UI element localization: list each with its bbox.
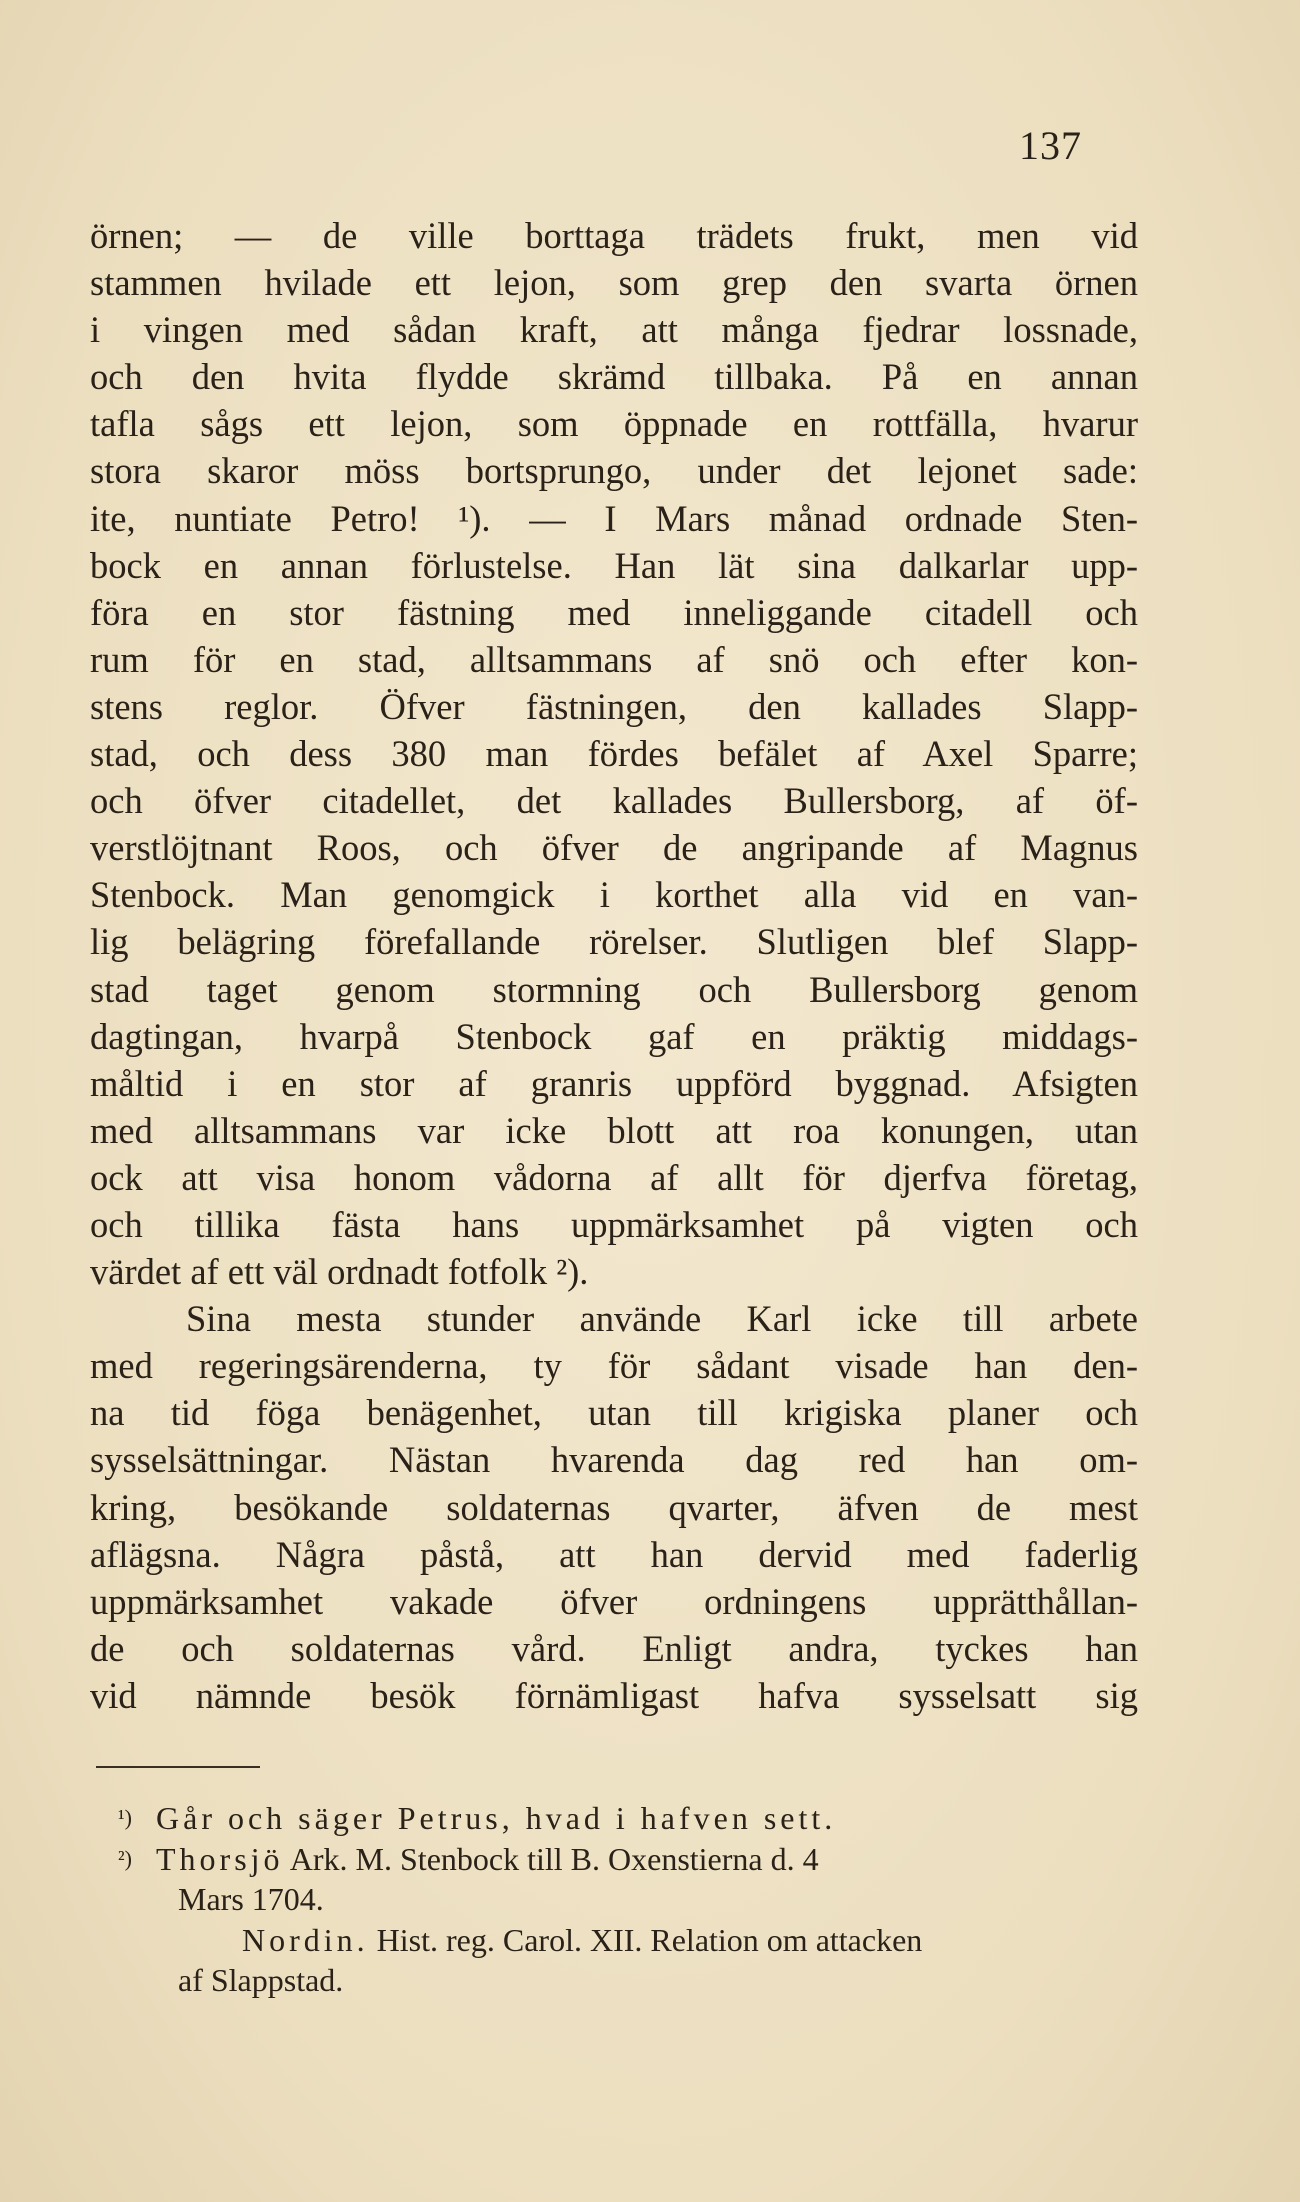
text-line: med regeringsärenderna, ty för sådant visade han den- [90,1345,1138,1387]
text-line: ock att visa honom vådorna af allt för djerfva företag, [90,1156,1138,1198]
footnote-marker: ²) [118,1845,132,1871]
text-line: måltid i en stor af granris uppförd byggnad. Afsigten [90,1062,1138,1104]
text-line: vid nämnde besök förnämligast hafva sysselsatt sig [90,1674,1138,1716]
body-text [90,212,1138,1719]
footnote-2-source-continuation: af Slappstad. [178,1962,344,1998]
text-line: i vingen med sådan kraft, att många fjedrar lossnade, [90,309,1138,351]
text-line: stammen hvilade ett lejon, som grep den svarta örnen [90,262,1138,304]
text-line: ite, nuntiate Petro! ¹). — I Mars månad ordnade Sten- [90,497,1138,539]
footnote-text: Ark. M. Stenbock till B. Oxenstierna d. 4 [289,1840,819,1877]
text-line: stens reglor. Öfver fästningen, den kallades Slapp- [90,685,1138,727]
text-line: och tillika fästa hans uppmärksamhet på vigten och [90,1203,1138,1245]
text-line: aflägsna. Några påstå, att han dervid med faderlig [90,1533,1138,1575]
text-line: kring, besökande soldaternas qvarter, äfven de mest [90,1486,1138,1528]
page-number: 137 [1019,123,1082,168]
text-line: tafla sågs ett lejon, som öppnade en rottfälla, hvarur [90,403,1138,445]
footnote-author: Nordin. [242,1921,369,1958]
text-line: dagtingan, hvarpå Stenbock gaf en präktig middags- [90,1015,1138,1057]
text-line: sysselsättningar. Nästan hvarenda dag red han om- [90,1439,1138,1481]
text-line: na tid föga benägenhet, utan till krigiska planer och [90,1392,1138,1434]
footnote-2-continuation: Mars 1704. [178,1881,324,1917]
footnote-2 [118,1839,1138,1880]
text-line: verstlöjtnant Roos, och öfver de angripande af Magnus [90,827,1138,869]
text-line: de och soldaternas vård. Enligt andra, tyckes han [90,1627,1138,1669]
text-line: med alltsammans var icke blott att roa konungen, utan [90,1109,1138,1151]
text-line: och öfver citadellet, det kallades Bullersborg, af öf- [90,780,1138,822]
text-line: uppmärksamhet vakade öfver ordningens upprätthållan- [90,1580,1138,1622]
text-line: bock en annan förlustelse. Han lät sina dalkarlar upp- [90,544,1138,586]
text-line: rum för en stad, alltsammans af snö och efter kon- [90,638,1138,680]
footnote-marker: ¹) [118,1805,132,1830]
footnote-text: Går och säger Petrus, hvad i hafven sett. [156,1800,837,1836]
text-line: Stenbock. Man genomgick i korthet alla vid en van- [90,874,1138,916]
text-line: värdet af ett väl ordnadt fotfolk ²). [90,1251,589,1293]
footnote-author: Thorsjö [156,1840,284,1877]
text-line: örnen; — de ville borttaga trädets frukt, men vid [90,215,1138,256]
text-line: och den hvita flydde skrämd tillbaka. På en annan [90,356,1138,398]
footnote-1 [118,1798,1138,1839]
footnote-text: Hist. reg. Carol. XII. Relation om attacken [376,1921,923,1958]
text-line: Sina mesta stunder använde Karl icke till arbete [186,1298,1138,1340]
footnote-divider [96,1766,260,1768]
text-line: lig belägring förefallande rörelser. Slutligen blef Slapp- [90,921,1138,963]
text-line: stad taget genom stormning och Bullersborg genom [90,968,1138,1010]
text-line: stad, och dess 380 man fördes befälet af Axel Sparre; [90,733,1138,775]
footnote-2-source [118,1920,1138,1961]
text-line: föra en stor fästning med inneliggande citadell och [90,591,1138,633]
footnotes [118,1798,1138,2001]
text-line: stora skaror möss bortsprungo, under det lejonet sade: [90,450,1138,492]
